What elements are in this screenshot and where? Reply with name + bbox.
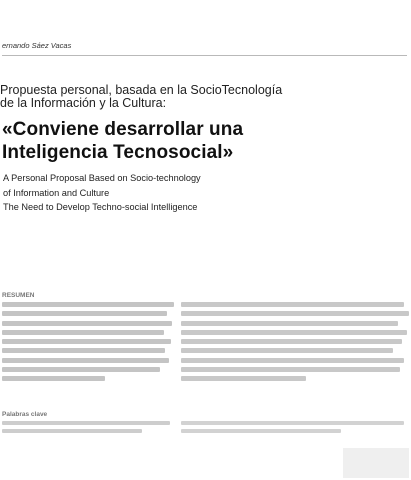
spanish-subtitle-line: de la Información y la Cultura:: [0, 96, 167, 110]
english-title-line: The Need to Develop Techno-social Intelligence: [3, 202, 198, 212]
main-title: [2, 118, 406, 164]
abstract-english-text-illegible: [181, 302, 409, 386]
page-corner-shade: [343, 448, 409, 478]
spanish-subtitle-line: Propuesta personal, basada en la SocioTecnología: [0, 83, 283, 97]
header-rule: [2, 55, 407, 56]
english-title: [3, 171, 403, 215]
abstract-text-illegible: [2, 302, 174, 386]
main-title-line: Inteligencia Tecnosocial»: [2, 142, 234, 163]
keywords-label: Palabras clave: [2, 411, 48, 418]
main-title-line: «Conviene desarrollar una: [2, 119, 244, 140]
author-name: ernando Sáez Vacas: [2, 41, 72, 50]
spanish-subtitle: [0, 84, 409, 110]
english-title-line: of Information and Culture: [3, 187, 110, 198]
english-title-line: A Personal Proposal Based on Socio-technology: [3, 173, 201, 183]
abstract-label: RESUMEN: [2, 292, 35, 299]
keywords-text-illegible: [2, 421, 177, 437]
keywords-english-text-illegible: [181, 421, 409, 437]
